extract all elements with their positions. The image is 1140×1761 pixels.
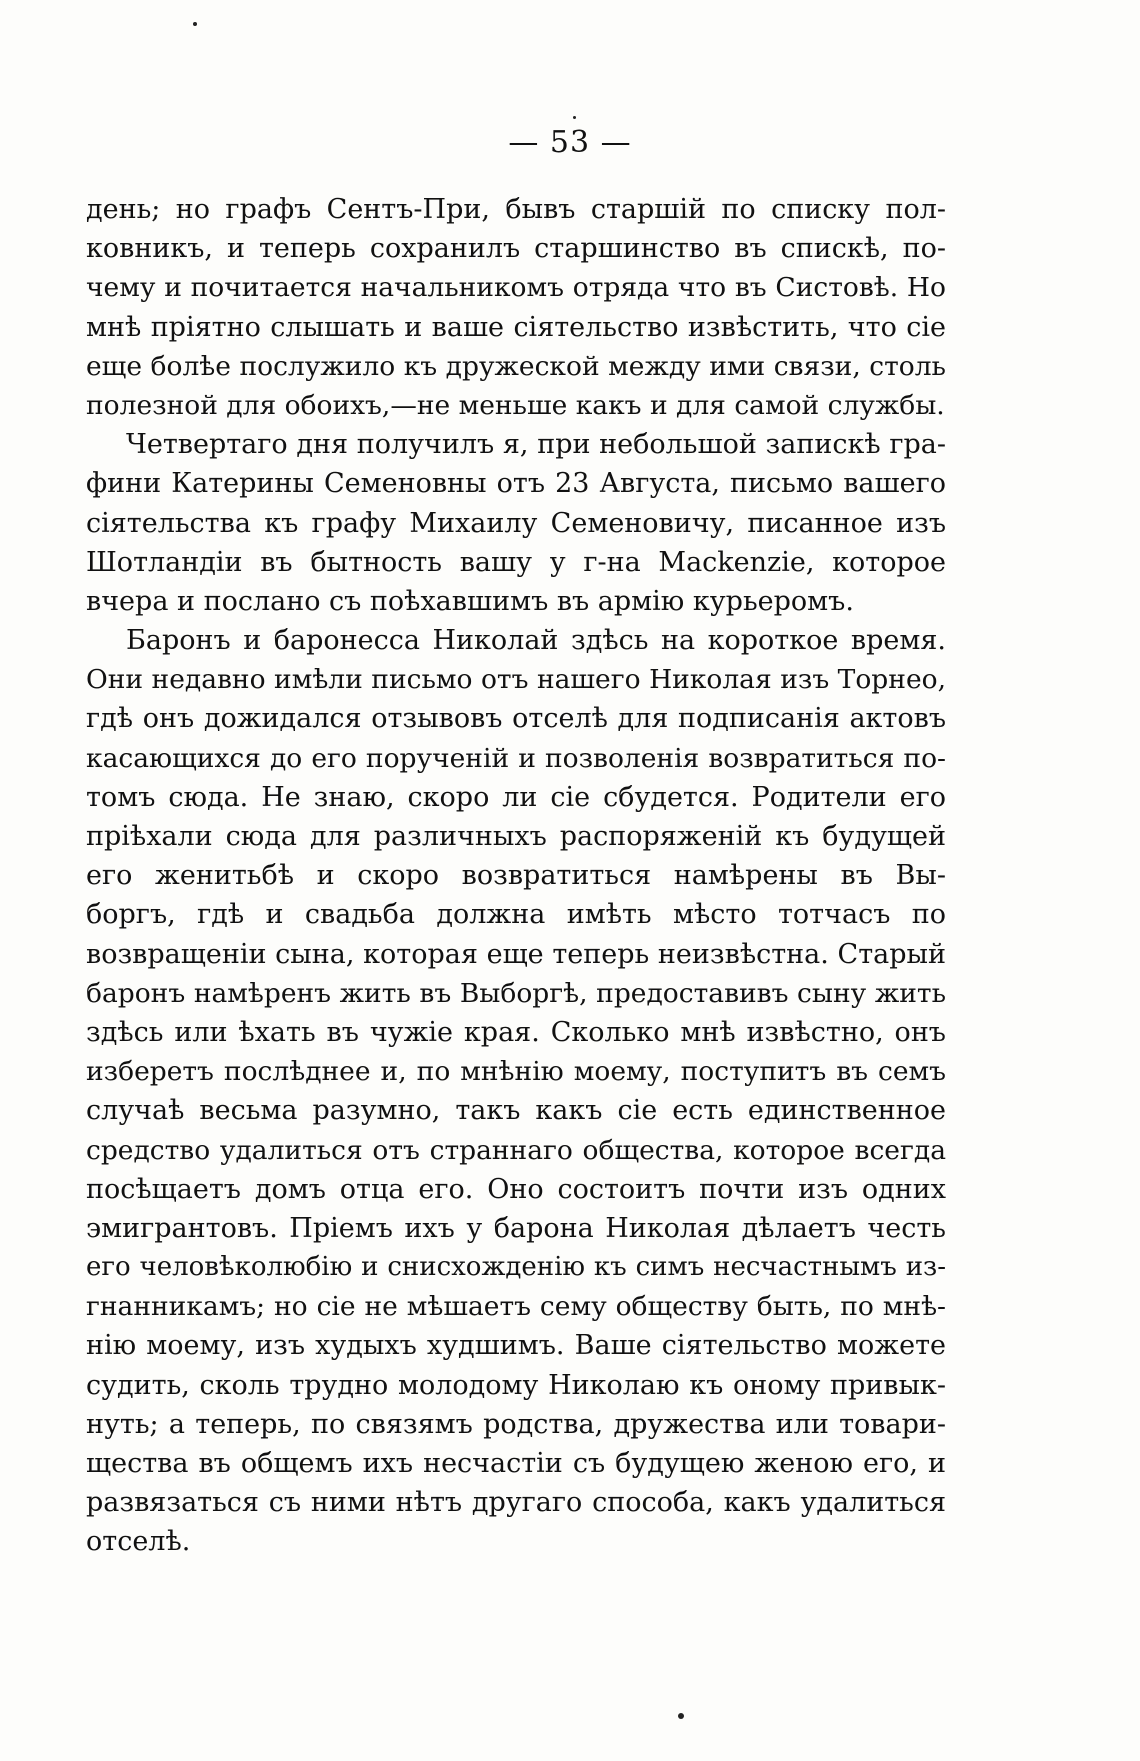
text-line: сіятельства къ графу Михаилу Семеновичу, писанное изъ [86, 507, 946, 539]
text-line: баронъ намѣренъ жить въ Выборгѣ, предоставивъ сыну жить [86, 977, 946, 1009]
page-number: — 53 — [508, 125, 632, 160]
text-line: его женитьбѣ и скоро возвратиться намѣрены въ Вы- [86, 860, 946, 892]
print-speck [678, 1713, 684, 1719]
text-line: щества въ общемъ ихъ несчастіи съ будущею женою его, и [86, 1448, 946, 1479]
text-line: возвращеніи сына, которая еще теперь неизвѣстна. Старый [86, 938, 946, 970]
text-line: полезной для обоихъ,—не меньше какъ и для самой службы. [86, 389, 945, 421]
text-line: отселѣ. [86, 1526, 191, 1558]
text-line: Баронъ и баронесса Николай здѣсь на короткое время. [126, 625, 946, 657]
print-speck [193, 22, 197, 26]
text-line: день; но графъ Сентъ-При, бывъ старшій по списку пол- [86, 194, 946, 225]
text-line: томъ сюда. Не знаю, скоро ли сіе сбудется. Родители его [86, 781, 946, 813]
text-line: случаѣ весьма разумно, такъ какъ сіе есть единственное [86, 1095, 946, 1127]
text-line: касающихся до его порученій и позволенія возвратиться по- [86, 742, 946, 774]
text-line: нію моему, изъ худыхъ худшимъ. Ваше сіятельство можете [86, 1330, 946, 1362]
text-line: его человѣколюбію и снисхожденію къ симъ несчастнымъ из- [86, 1252, 946, 1283]
text-line: вчера и послано съ поѣхавшимъ въ армію курьеромъ. [86, 585, 854, 617]
text-line: судить, сколь трудно молодому Николаю къ оному привык- [86, 1369, 946, 1401]
text-line: гнанникамъ; но сіе не мѣшаетъ сему обществу быть, по мнѣ- [86, 1291, 946, 1323]
text-line: Шотландіи въ бытность вашу у г-на Mackenzie, которое [86, 546, 946, 578]
page-body-text [86, 190, 946, 1562]
text-line: Они недавно имѣли письмо отъ нашего Николая изъ Торнео, [86, 664, 946, 696]
text-line: чему и почитается начальникомъ отряда что въ Систовѣ. Но [86, 272, 946, 304]
text-line: фини Катерины Семеновны отъ 23 Августа, письмо вашего [86, 468, 946, 500]
text-line: эмигрантовъ. Пріемъ ихъ у барона Николая дѣлаетъ честь [86, 1212, 946, 1244]
text-line: боргъ, гдѣ и свадьба должна имѣть мѣсто тотчасъ по [86, 899, 946, 931]
text-line: еще болѣе послужило къ дружеской между ими связи, столь [86, 350, 946, 382]
text-line: пріѣхали сюда для различныхъ распоряженій къ будущей [86, 821, 946, 852]
text-line: нуть; а теперь, по связямъ родства, дружества или товари- [86, 1408, 946, 1440]
text-line: Четвертаго дня получилъ я, при небольшой запискѣ гра- [126, 429, 946, 461]
text-line: гдѣ онъ дожидался отзывовъ отселѣ для подписанія актовъ [86, 703, 946, 735]
text-line: ковникъ, и теперь сохранилъ старшинство въ спискѣ, по- [86, 233, 946, 265]
text-line: мнѣ пріятно слышать и ваше сіятельство извѣстить, что сіе [86, 311, 946, 343]
text-line: средство удалиться отъ страннаго общества, которое всегда [86, 1134, 946, 1166]
print-speck [573, 116, 576, 119]
text-line: изберетъ послѣднее и, по мнѣнію моему, поступитъ въ семъ [86, 1056, 946, 1088]
text-line: здѣсь или ѣхать въ чужіе края. Сколько мнѣ извѣстно, онъ [86, 1016, 946, 1048]
text-line: посѣщаетъ домъ отца его. Оно состоитъ почти изъ одних [86, 1173, 946, 1205]
text-line: развязаться съ ними нѣтъ другаго способа, какъ удалиться [86, 1487, 946, 1519]
